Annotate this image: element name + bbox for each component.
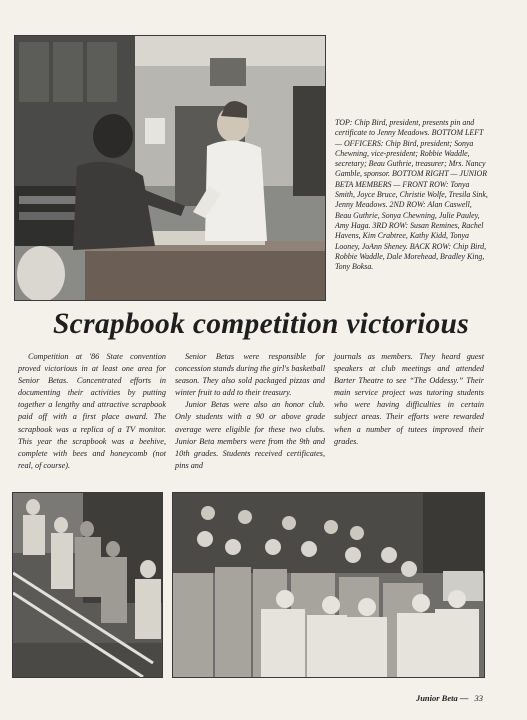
photo-caption: TOP: Chip Bird, president, presents pin and certificate to Jenny Meadows. BOTTOM LEFT — OFFICERS: Chip Bird, president; Sonya Chewning, vice-president; Robbie Waddle, secretary; Beau Guthrie, treasurer; Mrs. Nancy Gamble, sponsor. BOTTOM RIGHT — JUNIOR BETA MEMBERS — FRONT ROW: Tonya Smith, Joyce Bruce, Christie Wolfe, Tresila Sink, Jenny Meadows. 2ND ROW: Alan Caswell, Beau Guthrie, Sonya Chewning, Julie Pauley, Amy Haga. 3RD ROW: Susan Remines, Rachel Havens, Kim Crabtree, Kathy Kidd, Tonya Looney, JoAnn Sheney. BACK ROW: Chip Bird, Robbie Waddle, Dale Morehead, Bradley King, Tony Boksa. [335, 118, 488, 272]
photo-junior-beta-members-image [173, 493, 484, 677]
page-footer [416, 693, 483, 703]
page-number: 33 [474, 693, 483, 703]
photo-officers [12, 492, 163, 678]
article-column-2-paragraph-2: Junior Betas were also an honor club. Only students with a 90 or above grade average were eligible for these two clubs. Junior Beta members were from the 9th and 10th grades. Students received certificates, pins and [175, 400, 325, 470]
photo-junior-beta-members [172, 492, 485, 678]
page-headline: Scrapbook competition victorious [52, 308, 470, 340]
photo-pin-presentation [14, 35, 326, 301]
article-column-3: journals as members. They heard guest speakers at club meetings and attended Barter Theatre to see “The Oddessy.” Their main service project was tutoring students who were having difficulties in certain subject areas. Their efforts were rewarded when a number of tutees improved their grades. [334, 352, 484, 446]
article-column-2-paragraph-1: Senior Betas were responsible for concession stands during the girl's basketball season. They also sold packaged pizzas and winter fruit to add to their treasury. [175, 352, 325, 398]
article-column-1: Competition at '86 State convention proved victorious in at least one area for Senior Betas. Concentrated efforts in documenting their activities by putting together a lengthy and attractive scrapbook paid off with a first place award. The scrapbook was a replica of a TV monitor. This year the scrapbook was a beehive, complete with bees and honeycomb (not real, of course). [18, 352, 166, 470]
photo-officers-image [13, 493, 162, 677]
footer-section-label: Junior Beta [415, 693, 458, 703]
article-column-2 [175, 351, 325, 472]
photo-pin-presentation-image [15, 36, 325, 300]
footer-separator: — [459, 693, 469, 703]
